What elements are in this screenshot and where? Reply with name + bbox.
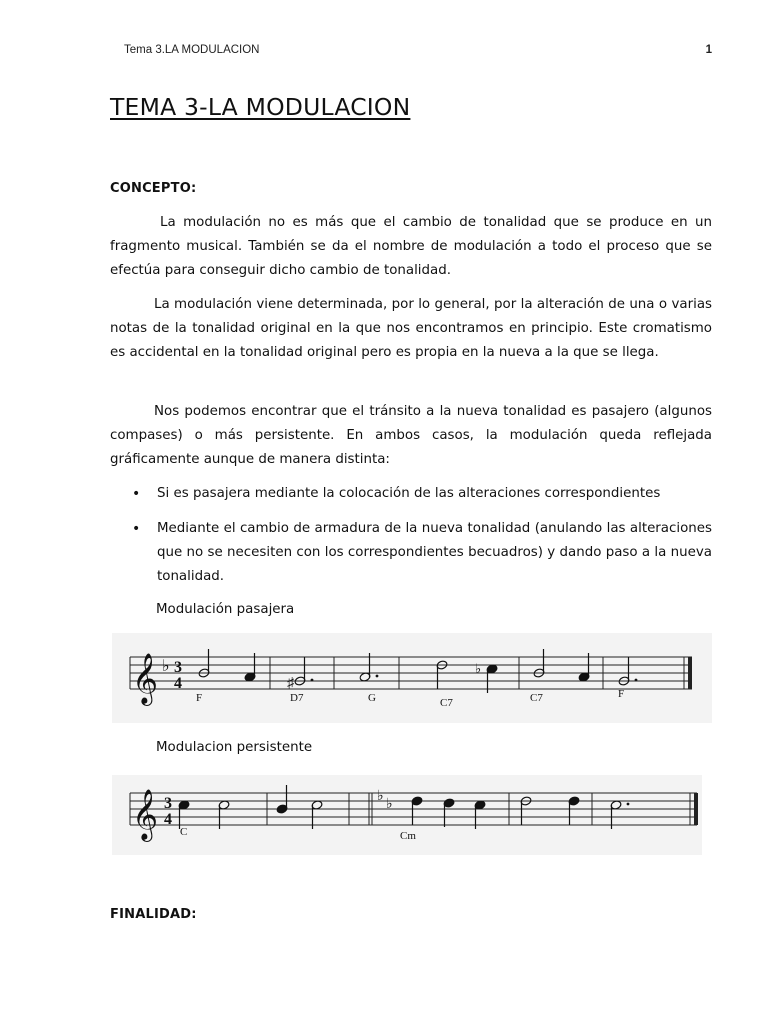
chord-symbol: C7	[530, 692, 543, 704]
section-heading-finalidad: FINALIDAD:	[110, 907, 197, 922]
chord-symbol: C	[180, 826, 188, 838]
caption-modulacion-persistente: Modulacion persistente	[156, 740, 313, 755]
running-header-title: Tema 3.LA MODULACION	[124, 44, 260, 56]
bullet-icon: •	[132, 521, 141, 537]
paragraph-determination: La modulación viene determinada, por lo general, por la alteración de una o varias notas de la tonalidad original en la que nos encontramos en principio. Este cromatismo es accidental en la tonalidad original pero es propia en la nueva a la que se llega.	[110, 297, 712, 360]
flat-accidental: ♭	[162, 658, 170, 675]
page-number: 1	[705, 44, 712, 56]
sharp-accidental: ♯	[287, 676, 294, 691]
chord-symbol: D7	[290, 692, 304, 704]
time-signature-bottom: 4	[164, 811, 172, 828]
treble-clef-icon: 𝄞	[132, 790, 159, 839]
chord-symbol: C7	[440, 697, 453, 709]
score-modulacion-pasajera	[112, 633, 712, 723]
list-item-text: Mediante el cambio de armadura de la nueva tonalidad (anulando las alteraciones que no se necesiten con los correspondientes becuadros) y dando paso a la nueva tonalidad.	[157, 521, 712, 584]
list-item	[110, 517, 712, 589]
flat-accidental: ♭	[377, 789, 384, 804]
treble-clef-icon: 𝄞	[132, 654, 159, 703]
time-signature-top: 3	[174, 659, 182, 676]
section-heading-concepto: CONCEPTO:	[110, 181, 197, 196]
chord-symbol: F	[196, 692, 203, 704]
chord-symbol: Cm	[400, 830, 416, 842]
notation-method-list	[110, 482, 712, 589]
paragraph-definition: La modulación no es más que el cambio de tonalidad que se produce en un fragmento musical. También se da el nombre de modulación a todo el proceso que se efectúa para conseguir dicho cambio de tonalidad.	[110, 215, 712, 278]
paragraph-transit: Nos podemos encontrar que el tránsito a la nueva tonalidad es pasajero (algunos compases) o más persistente. En ambos casos, la modulación queda reflejada gráficamente aunque de manera distinta:	[110, 404, 712, 467]
score-modulacion-persistente	[112, 775, 702, 855]
time-signature-top: 3	[164, 795, 172, 812]
flat-accidental: ♭	[475, 661, 482, 676]
page-title: TEMA 3-LA MODULACION	[110, 93, 411, 121]
flat-accidental: ♭	[386, 797, 393, 812]
time-signature-bottom: 4	[174, 675, 182, 692]
chord-symbol: F	[618, 688, 625, 700]
chord-symbol: G	[368, 692, 376, 704]
list-item	[110, 482, 712, 506]
bullet-icon: •	[132, 486, 141, 502]
caption-modulacion-pasajera: Modulación pasajera	[156, 602, 295, 617]
list-item-text: Si es pasajera mediante la colocación de las alteraciones correspondientes	[157, 486, 661, 501]
